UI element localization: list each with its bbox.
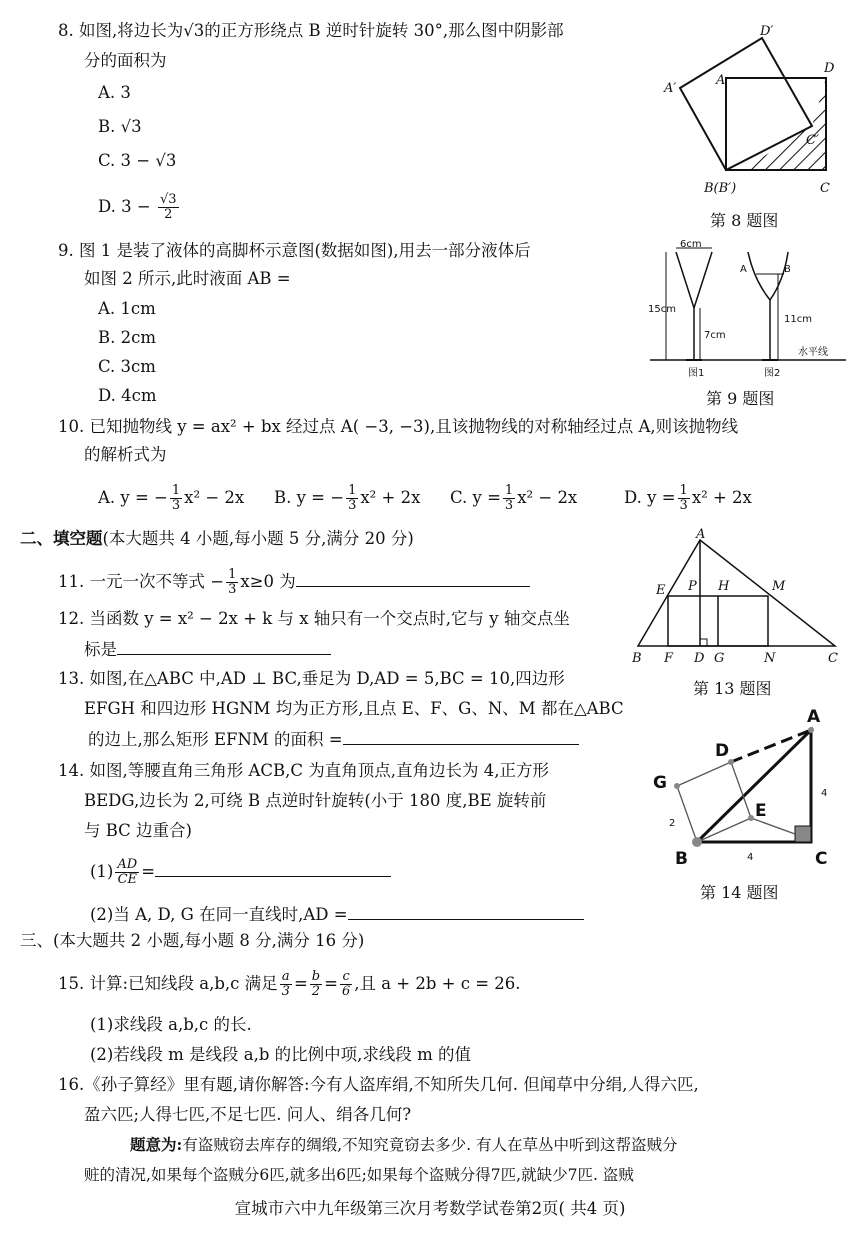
fig8-label-B: B(B′) xyxy=(704,181,737,196)
q9-label-15cm: 15cm xyxy=(648,304,676,315)
q10-d-suffix: x² + 2x xyxy=(691,488,752,507)
q9-label-fig2: 图2 xyxy=(764,368,781,379)
q10-c-prefix: C. y = xyxy=(450,488,501,507)
frac-den: 3 xyxy=(504,498,514,513)
q14-part1 xyxy=(90,858,391,887)
section-2-heading xyxy=(20,528,414,550)
q10-a-fraction xyxy=(170,484,182,513)
fig13-label-B: B xyxy=(632,651,642,666)
q12-prefix: 标是 xyxy=(84,640,117,659)
q12-stem-line1: 12. 当函数 y = x² − 2x + k 与 x 轴只有一个交点时,它与 y 轴交点坐 xyxy=(58,609,570,628)
frac-den: 3 xyxy=(228,582,237,597)
q10-b-fraction xyxy=(346,484,358,513)
q14-stem-line2: BEDG,边长为 2,可绕 B 点逆时针旋转(小于 180 度,BE 旋转前 xyxy=(84,791,547,810)
q13-answer-blank[interactable] xyxy=(343,728,579,745)
q8-figure xyxy=(660,20,850,210)
frac-den: 3 xyxy=(171,498,181,513)
q13-stem-line3 xyxy=(88,728,579,751)
q9-stem-line2: 如图 2 所示,此时液面 AB = xyxy=(84,269,291,288)
q15-fraction-a xyxy=(280,970,292,999)
q14-stem-line1: 14. 如图,等腰直角三角形 ACB,C 为直角顶点,直角边长为 4,正方形 xyxy=(58,761,549,780)
q13-stem-line2: EFGH 和四边形 HGNM 均为正方形,且点 E、F、G、N、M 都在△ABC xyxy=(84,699,624,718)
frac-num: 1 xyxy=(504,483,514,498)
q8-option-d-prefix: D. 3 − xyxy=(98,197,151,216)
frac-num: √3 xyxy=(159,192,177,207)
frac-num: c xyxy=(340,970,352,985)
q10-d-prefix: D. y = xyxy=(624,488,676,507)
q15-eq1: = xyxy=(293,974,308,993)
q10-a-prefix: A. y = − xyxy=(98,488,168,507)
fig14-label-B: B xyxy=(675,849,688,869)
fig8-label-Cp: C′ xyxy=(806,133,819,148)
q9-option-d: D. 4cm xyxy=(98,386,157,405)
q9-caption: 第 9 题图 xyxy=(706,389,775,408)
q15-suffix: ,且 a + 2b + c = 26. xyxy=(354,974,521,993)
q9-option-b: B. 2cm xyxy=(98,328,156,347)
fig13-label-H: H xyxy=(718,579,730,594)
q9-label-fig1: 图1 xyxy=(688,368,705,379)
fig13-label-E: E xyxy=(656,583,666,598)
fig8-label-C: C xyxy=(820,181,830,196)
q9-label-A: A xyxy=(740,264,747,275)
q16-meaning-label: 题意为: xyxy=(130,1135,183,1154)
q14-dashed-ad xyxy=(731,730,811,762)
q9-label-7cm: 7cm xyxy=(704,330,726,341)
q16-meaning-line2: 赃的清况,如果每个盗贼分6匹,就多出6匹;如果每个盗贼分得7匹,就缺少7匹. 盗贼 xyxy=(84,1166,634,1184)
q10-stem-line1: 10. 已知抛物线 y = ax² + bx 经过点 A( −3, −3),且该抛物线的对称轴经过点 A,则该抛物线 xyxy=(58,417,739,436)
q14-part1-fraction xyxy=(115,858,139,887)
q14-caption: 第 14 题图 xyxy=(700,883,779,902)
frac-den: 3 xyxy=(679,498,688,513)
q8-option-a: A. 3 xyxy=(98,83,131,102)
frac-num: 1 xyxy=(348,483,357,498)
q13-prefix: 的边上,那么矩形 EFNM 的面积 = xyxy=(88,730,343,749)
q11-suffix: x≥0 为 xyxy=(240,572,296,591)
fig14-label-side-4a: 4 xyxy=(821,788,828,799)
q10-stem-line2: 的解析式为 xyxy=(84,445,167,464)
q14-part2-prefix: (2)当 A, D, G 在同一直线时,AD = xyxy=(90,905,348,924)
q8-stem-line1: 8. 如图,将边长为√3的正方形绕点 B 逆时针旋转 30°,那么图中阴影部 xyxy=(58,21,564,40)
q8-option-d-fraction xyxy=(158,193,179,222)
q14-square-bedg xyxy=(677,762,751,842)
q11-stem xyxy=(58,568,530,597)
q15-fraction-b xyxy=(310,970,322,999)
frac-num: AD xyxy=(117,857,138,872)
fig8-label-A: A xyxy=(716,73,726,88)
section-2-desc: (本大题共 4 小题,每小题 5 分,满分 20 分) xyxy=(102,529,414,548)
fig13-label-C: C xyxy=(828,651,838,666)
frac-den: 3 xyxy=(281,984,290,999)
section-3-heading: 三、(本大题共 2 小题,每小题 8 分,满分 16 分) xyxy=(20,931,365,950)
q15-prefix: 15. 计算:已知线段 a,b,c 满足 xyxy=(58,974,278,993)
q10-option-a xyxy=(98,484,244,513)
q15-stem xyxy=(58,970,521,999)
fig8-label-D: D xyxy=(824,61,835,76)
q15-eq2: = xyxy=(324,974,338,993)
q9-label-11cm: 11cm xyxy=(784,314,812,325)
fig14-label-C: C xyxy=(815,849,828,869)
frac-num: 1 xyxy=(171,483,181,498)
fig13-label-M: M xyxy=(772,579,786,594)
q9-label-B: B xyxy=(784,264,791,275)
q15-part2: (2)若线段 m 是线段 a,b 的比例中项,求线段 m 的值 xyxy=(90,1045,472,1064)
frac-num: 1 xyxy=(228,567,237,582)
fig14-label-A: A xyxy=(807,707,821,727)
q11-fraction xyxy=(226,568,238,597)
q8-caption: 第 8 题图 xyxy=(710,211,779,230)
q16-stem-line2: 盈六匹;人得七匹,不足七匹. 问人、绢各几何? xyxy=(84,1105,412,1124)
q14-part2-answer-blank[interactable] xyxy=(348,903,584,920)
q14-part2 xyxy=(90,903,584,926)
q9-option-a: A. 1cm xyxy=(98,299,156,318)
q13-stem-line1: 13. 如图,在△ABC 中,AD ⊥ BC,垂足为 D,AD = 5,BC = 10,四边形 xyxy=(58,669,565,688)
page-footer: 宣城市六中九年级第三次月考数学试卷第2页( 共4 页) xyxy=(234,1199,626,1218)
q9-glass-2 xyxy=(748,252,788,360)
frac-den: 6 xyxy=(341,984,351,999)
q10-c-fraction xyxy=(503,484,515,513)
frac-den: 2 xyxy=(311,984,321,999)
q10-c-suffix: x² − 2x xyxy=(517,488,578,507)
fig14-label-D: D xyxy=(715,741,730,761)
q10-option-d xyxy=(624,484,752,513)
q9-label-level: 水平线 xyxy=(798,347,828,358)
fig13-label-D: D xyxy=(694,651,705,666)
q8-stem-line2: 分的面积为 xyxy=(84,51,167,70)
q14-part1-answer-blank[interactable] xyxy=(155,860,391,877)
fig13-label-P: P xyxy=(688,579,697,594)
fig14-label-E: E xyxy=(755,801,767,821)
fig8-label-Ap: A′ xyxy=(664,81,677,96)
frac-den: 2 xyxy=(164,207,173,222)
section-2-title: 二、填空题 xyxy=(20,529,103,548)
frac-den: 3 xyxy=(348,498,357,513)
frac-num: 1 xyxy=(679,483,688,498)
q14-stem-line3: 与 BC 边重合) xyxy=(84,821,192,840)
q10-option-c xyxy=(450,484,577,513)
fig14-label-side-2: 2 xyxy=(669,818,676,829)
fig13-label-F: F xyxy=(664,651,674,666)
q9-figure xyxy=(648,240,848,380)
q14-figure xyxy=(645,700,850,880)
q10-b-prefix: B. y = − xyxy=(274,488,345,507)
q14-part1-eq: = xyxy=(141,862,156,881)
q10-a-suffix: x² − 2x xyxy=(184,488,245,507)
q14-part1-prefix: (1) xyxy=(90,862,114,881)
frac-den: CE xyxy=(117,872,137,887)
fig13-label-G: G xyxy=(714,651,725,666)
q15-part1: (1)求线段 a,b,c 的长. xyxy=(90,1015,252,1034)
q10-b-suffix: x² + 2x xyxy=(360,488,421,507)
fig14-label-G: G xyxy=(653,773,667,793)
q10-option-b xyxy=(274,484,420,513)
frac-num: a xyxy=(280,970,292,985)
fig13-label-A: A xyxy=(696,528,706,542)
q10-d-fraction xyxy=(678,484,690,513)
q9-label-6cm: 6cm xyxy=(680,240,702,250)
q11-answer-blank[interactable] xyxy=(296,570,530,587)
q8-option-d xyxy=(98,193,181,222)
q15-fraction-c xyxy=(340,970,352,999)
fig14-label-side-4b: 4 xyxy=(747,852,754,863)
q16-meaning-text1: 有盗贼窃去库存的绸缎,不知究竟窃去多少. 有人在草丛中听到这帮盗贼分 xyxy=(182,1136,678,1154)
q12-answer-blank[interactable] xyxy=(117,638,331,655)
frac-num: b xyxy=(311,969,321,984)
q13-caption: 第 13 题图 xyxy=(693,679,772,698)
q9-stem-line1: 9. 图 1 是装了液体的高脚杯示意图(数据如图),用去一部分液体后 xyxy=(58,241,531,260)
q9-glass-1 xyxy=(676,252,712,360)
q12-stem-line2 xyxy=(84,638,331,661)
q8-option-c: C. 3 − √3 xyxy=(98,151,177,170)
q16-meaning-line1 xyxy=(130,1134,678,1156)
q13-figure xyxy=(630,528,845,668)
fig8-label-Dp: D′ xyxy=(760,24,774,39)
q11-prefix: 11. 一元一次不等式 − xyxy=(58,572,225,591)
q8-option-b: B. √3 xyxy=(98,117,142,136)
fig13-label-N: N xyxy=(764,651,776,666)
q9-option-c: C. 3cm xyxy=(98,357,156,376)
q16-stem-line1: 16.《孙子算经》里有题,请你解答:今有人盗库绢,不知所失几何. 但闻草中分绢,人得六匹, xyxy=(58,1075,699,1094)
